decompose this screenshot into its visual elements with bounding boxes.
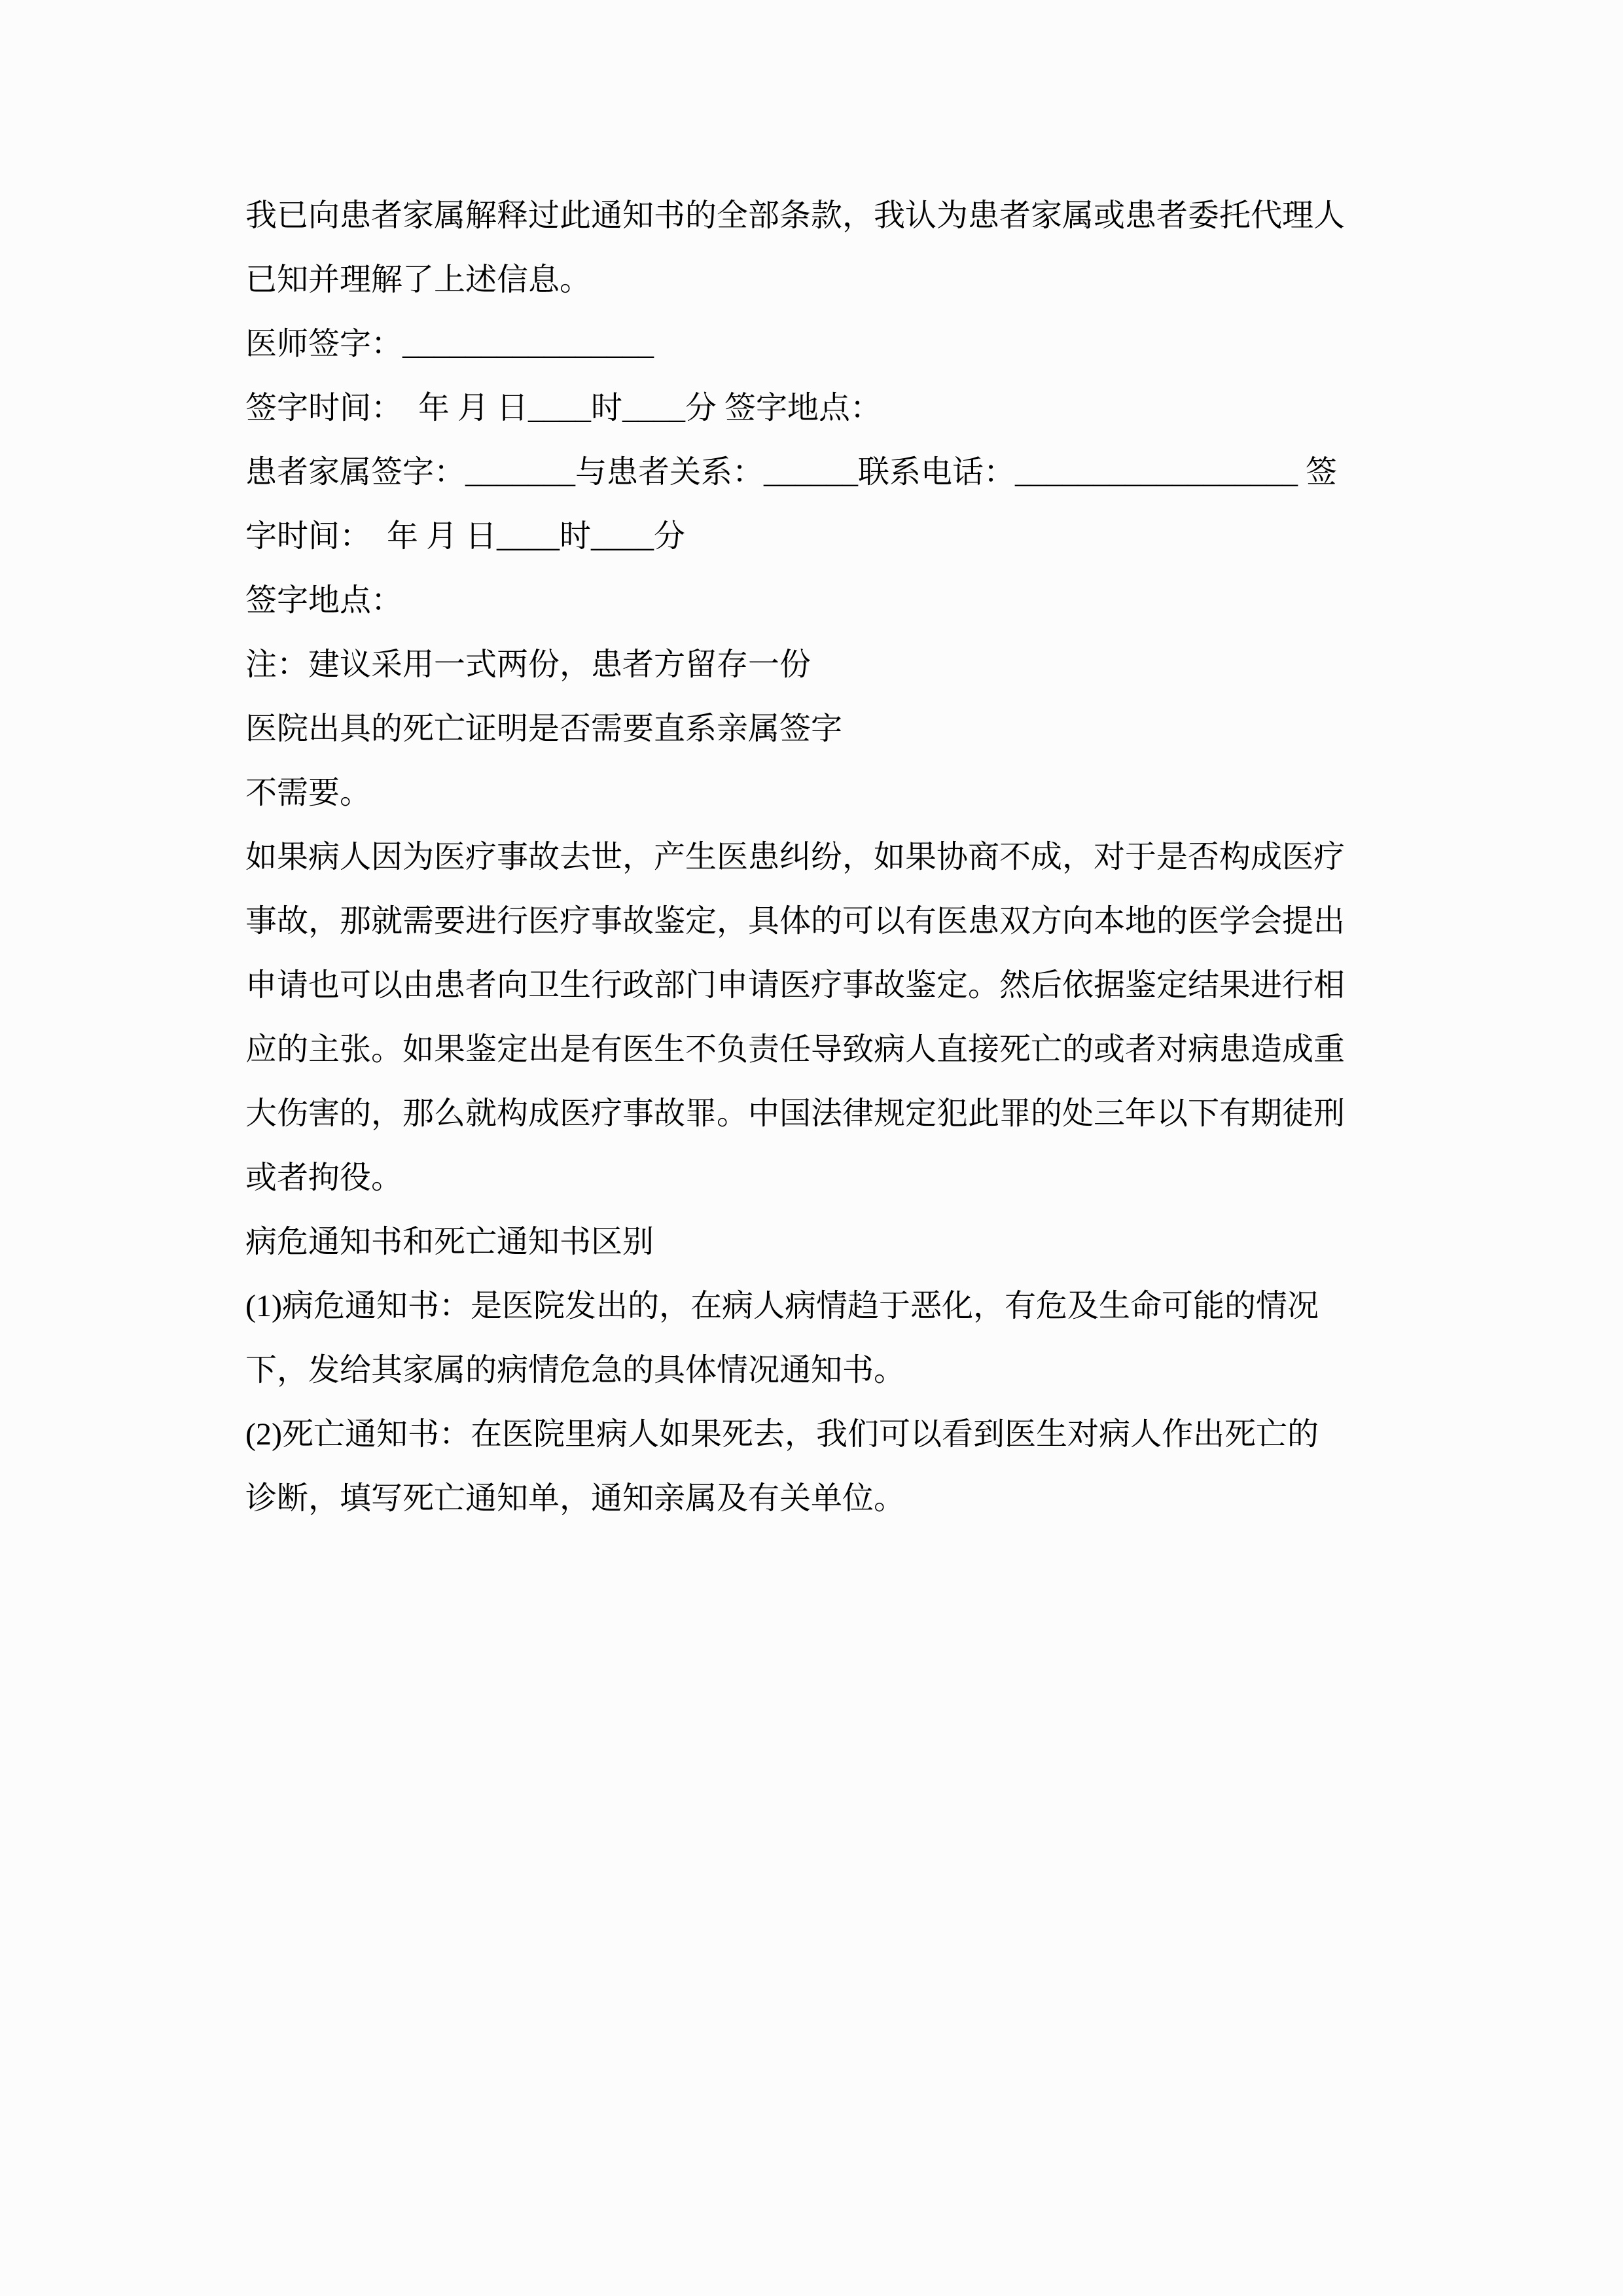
explanation-line-2: 事故，那就需要进行医疗事故鉴定，具体的可以有医患双方向本地的医学会提出 (245, 904, 1346, 939)
family-signature-line: 患者家属签字：_______与患者关系：______联系电话：__________________ 签 (245, 455, 1338, 490)
physician-signature-line: 医师签字：________________ (245, 327, 654, 361)
critical-notice-item-line-2: 下，发给其家属的病情危急的具体情况通知书。 (245, 1353, 906, 1388)
explanation-line-3: 申请也可以由患者向卫生行政部门申请医疗事故鉴定。然后依据鉴定结果进行相 (245, 968, 1346, 1003)
difference-heading-line: 病危通知书和死亡通知书区别 (245, 1225, 654, 1259)
explanation-line-1: 如果病人因为医疗事故去世，产生医患纠纷，如果协商不成，对于是否构成医疗 (245, 840, 1346, 874)
document-body (245, 184, 1397, 1531)
explanation-line-5: 大伤害的，那么就构成医疗事故罪。中国法律规定犯此罪的处三年以下有期徒刑 (245, 1096, 1346, 1131)
family-sign-place-line: 签字地点： (245, 583, 403, 618)
statement-line-1: 我已向患者家属解释过此通知书的全部条款，我认为患者家属或患者委托代理人 (245, 198, 1346, 233)
family-sign-time-line: 字时间： 年 月 日____时____分 (245, 519, 686, 554)
answer-line: 不需要。 (245, 776, 372, 810)
note-line: 注：建议采用一式两份，患者方留存一份 (245, 647, 812, 682)
statement-line-2: 已知并理解了上述信息。 (245, 262, 592, 297)
death-notice-item-line-2: 诊断，填写死亡通知单，通知亲属及有关单位。 (245, 1481, 906, 1516)
question-heading-line: 医院出具的死亡证明是否需要直系亲属签字 (245, 711, 843, 746)
death-notice-item-line-1: (2)死亡通知书：在医院里病人如果死去，我们可以看到医生对病人作出死亡的 (245, 1417, 1319, 1452)
critical-notice-item-line-1: (1)病危通知书：是医院发出的，在病人病情趋于恶化，有危及生命可能的情况 (245, 1289, 1319, 1323)
explanation-line-6: 或者拘役。 (245, 1160, 403, 1195)
physician-sign-time-place-line: 签字时间： 年 月 日____时____分 签字地点： (245, 391, 882, 425)
explanation-line-4: 应的主张。如果鉴定出是有医生不负责任导致病人直接死亡的或者对病患造成重 (245, 1032, 1346, 1067)
